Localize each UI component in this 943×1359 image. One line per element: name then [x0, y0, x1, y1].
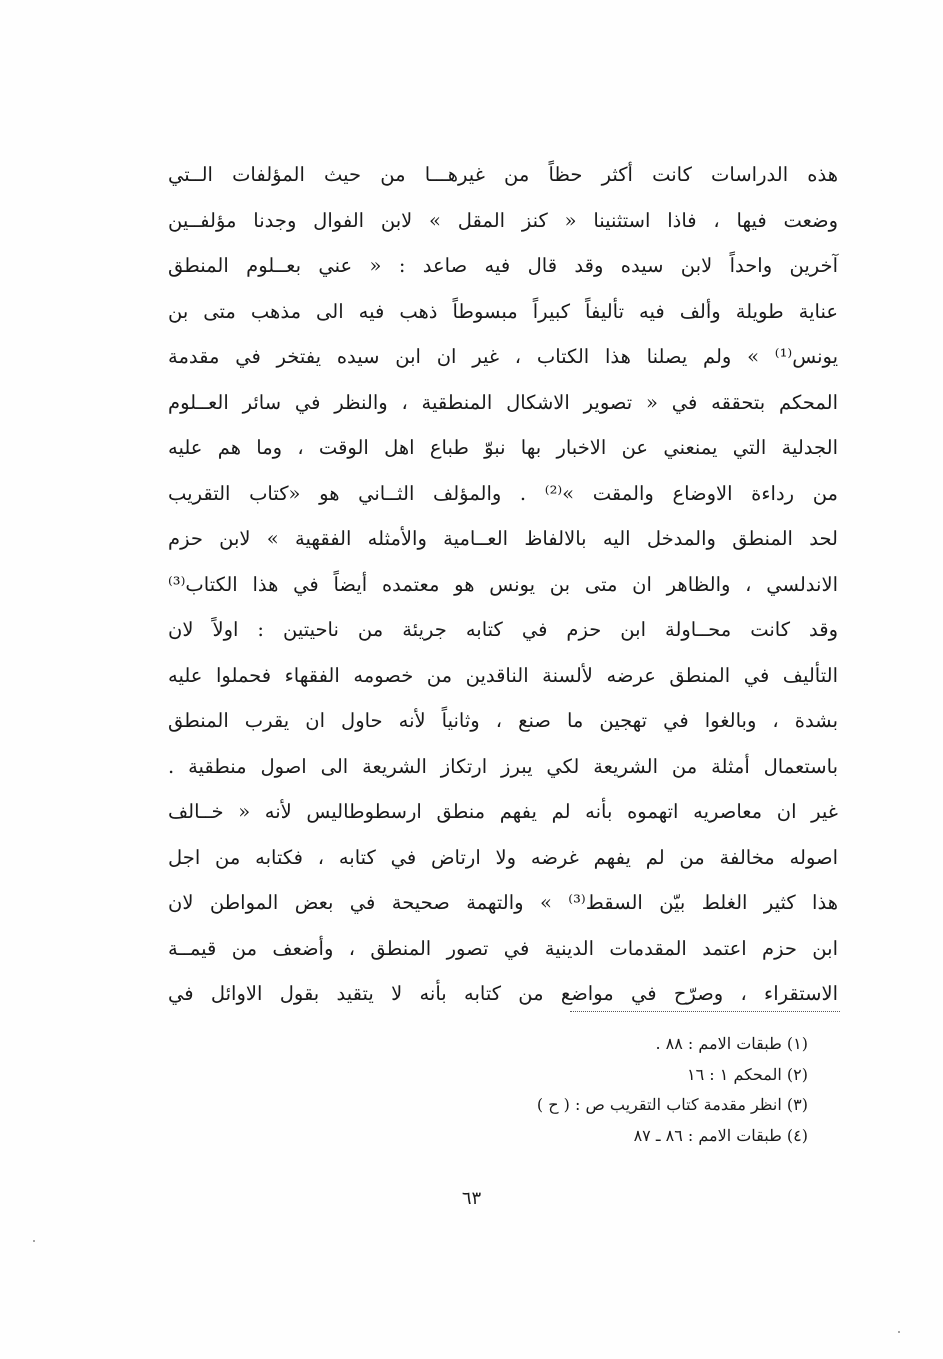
scan-speck [33, 1240, 35, 1242]
body-line: هذا كثير الغلط بيّن السقط⁽³⁾ » والتهمة صحيحة في بعض المواطن لان [168, 891, 838, 914]
body-line: باستعمال أمثلة من الشريعة لكي يبرز ارتكاز الشريعة الى اصول منطقية . [168, 754, 838, 778]
body-text [168, 152, 838, 1017]
footnote: (٣) انظر مقدمة كتاب التقريب ص : ( ح ) [536, 1095, 808, 1114]
body-line: وقد كانت محــاولة ابن حزم في كتابه جريئة من ناحيتين : اولاً لان [168, 618, 838, 641]
body-line: اصوله مخالفة من لم يفهم غرضه ولا ارتاض في كتابه ، فكتابه من اجل [168, 845, 838, 869]
scan-speck [898, 1331, 900, 1333]
body-line: هذه الدراسات كانت أكثر حظاً من غيرهـــا من حيث المؤلفات الــتي [168, 163, 838, 186]
body-line: وضعت فيها ، فاذا استثنينا « كنز المقل » لابن الفوال وجدنا مؤلفــين [168, 208, 838, 232]
footnote: (١) طبقات الامم : ٨٨ . [655, 1034, 808, 1053]
footnotes [537, 1029, 808, 1151]
body-line: المحكم بتحققه في « تصوير الاشكال المنطقية ، والنظر في سائر العــلوم [168, 390, 838, 414]
body-line: لحد المنطق والمدخل اليه بالالفاظ العــامية والأمثله الفقهية » لابن حزم [168, 527, 838, 550]
body-line: الاندلسي ، والظاهر ان متى بن يونس هو معتمده أيضاً في هذا الكتاب⁽³⁾ [168, 572, 838, 596]
body-line: التأليف في المنطق عرضه لألسنة الناقدين من خصومه الفقهاء فحملوا عليه [168, 663, 838, 687]
body-line: آخرين واحداً لابن سيده وقد قال فيه صاعد : « عني بعــلوم المنطق [168, 254, 838, 277]
body-line: يونس⁽¹⁾ » ولم يصلنا هذا الكتاب ، غير ان ابن سيده يفتخر في مقدمة [168, 345, 838, 368]
page-number: ٦٣ [461, 1188, 482, 1209]
body-line: بشدة ، وبالغوا في تهجين ما صنع ، وثانياً لأنه حاول ان يقرب المنطق [168, 709, 838, 732]
body-line: الجدلية التي يمنعني عن الاخبار بها نبوّ طباع اهل الوقت ، وما هم عليه [168, 436, 838, 459]
body-line: غير ان معاصريه اتهموه بأنه لم يفهم منطق ارسطوطاليس لأنه « خــالف [168, 800, 838, 823]
body-line: من رداءة الاوضاع والمقت »⁽²⁾ . والمؤلف الثــاني هو «كتاب التقريب [168, 481, 839, 505]
footnote: (٤) طبقات الامم : ٨٦ ـ ٨٧ [633, 1125, 808, 1145]
footnote-separator [570, 1011, 840, 1012]
body-line: عناية طويلة وألف فيه تأليفاً كبيراً مبسوطاً ذهب فيه الى مذهب متى بن [168, 299, 838, 323]
body-line: الاستقراء ، وصرّح في مواضع من كتابه بأنه لا يتقيد بقول الاوائل في [168, 982, 838, 1005]
body-line: ابن حزم اعتمد المقدمات الدينية في تصور المنطق ، وأضعف من قيمــة [168, 936, 838, 960]
footnote: (٢) المحكم ١ : ١٦ [687, 1064, 808, 1084]
